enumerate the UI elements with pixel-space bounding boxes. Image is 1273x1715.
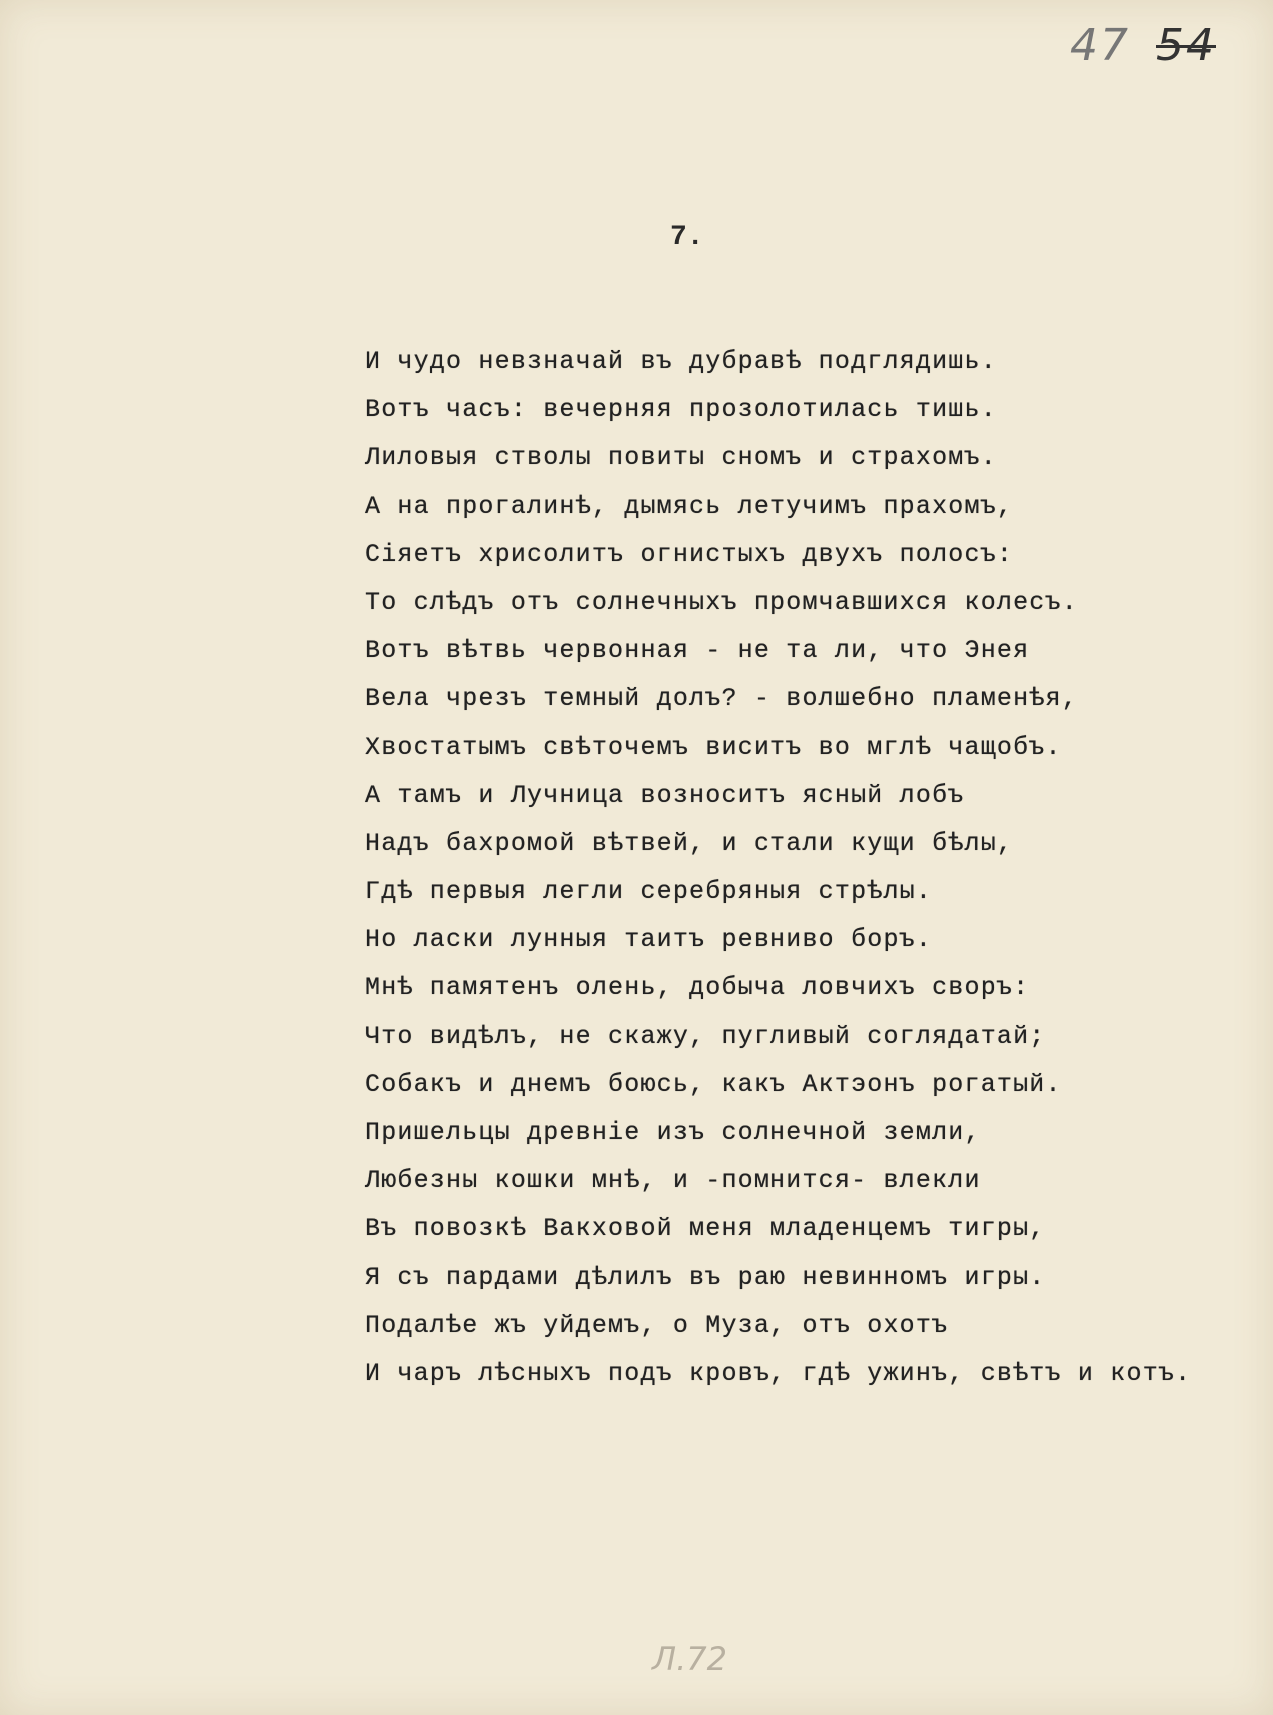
archive-folio-mark: Л.72 bbox=[652, 1640, 727, 1678]
poem-line: То слѣдъ отъ солнечныхъ промчавшихся колесъ. bbox=[365, 587, 1078, 617]
page-number-crossed-out: 54 bbox=[1156, 20, 1216, 71]
poem-line: Въ повозкѣ Вакховой меня младенцемъ тигры, bbox=[365, 1214, 1046, 1244]
poem-line: А на прогалинѣ, дымясь летучимъ прахомъ, bbox=[365, 491, 1014, 521]
poem-line: И чаръ лѣсныхъ подъ кровъ, гдѣ ужинъ, свѣтъ и котъ. bbox=[365, 1358, 1192, 1388]
poem-line: Но ласки лунныя таитъ ревниво боръ. bbox=[365, 925, 933, 955]
poem-line: Подалѣе жъ уйдемъ, о Муза, отъ охотъ bbox=[365, 1310, 949, 1340]
poem-line: Любезны кошки мнѣ, и -помнится- влекли bbox=[365, 1166, 981, 1196]
poem-line: Лиловыя стволы повиты сномъ и страхомъ. bbox=[365, 443, 997, 473]
poem-line: Пришельцы древніе изъ солнечной земли, bbox=[365, 1118, 981, 1147]
poem-number: 7. bbox=[670, 222, 704, 253]
poem-line: Собакъ и днемъ боюсь, какъ Актэонъ рогатый. bbox=[365, 1069, 1062, 1099]
poem-line: Надъ бахромой вѣтвей, и стали кущи бѣлы, bbox=[365, 828, 1014, 858]
poem-line: Я съ пардами дѣлилъ въ раю невинномъ игры. bbox=[365, 1262, 1046, 1292]
poem-line: Сіяетъ хрисолитъ огнистыхъ двухъ полосъ: bbox=[365, 539, 1014, 569]
poem-text bbox=[365, 338, 1245, 1398]
poem-line: Вела чрезъ темный долъ? - волшебно пламенѣя, bbox=[365, 684, 1078, 714]
page-number-current: 47 bbox=[1070, 20, 1130, 71]
poem-line: Гдѣ первыя легли серебряныя стрѣлы. bbox=[365, 877, 933, 907]
poem-line: Вотъ часъ: вечерняя прозолотилась тишь. bbox=[365, 395, 997, 425]
poem-line: Что видѣлъ, не скажу, пугливый соглядатай; bbox=[365, 1021, 1046, 1051]
poem-line: Хвостатымъ свѣточемъ виситъ во мглѣ чащобъ. bbox=[365, 732, 1062, 762]
poem-line: А тамъ и Лучница возноситъ ясный лобъ bbox=[365, 780, 965, 810]
poem-line: И чудо невзначай въ дубравѣ подглядишь. bbox=[365, 347, 997, 376]
page-numbers-handwritten bbox=[1070, 20, 1216, 71]
poem-line: Мнѣ памятенъ олень, добыча ловчихъ своръ: bbox=[365, 973, 1030, 1003]
poem-line: Вотъ вѣтвь червонная - не та ли, что Энея bbox=[365, 636, 1030, 666]
